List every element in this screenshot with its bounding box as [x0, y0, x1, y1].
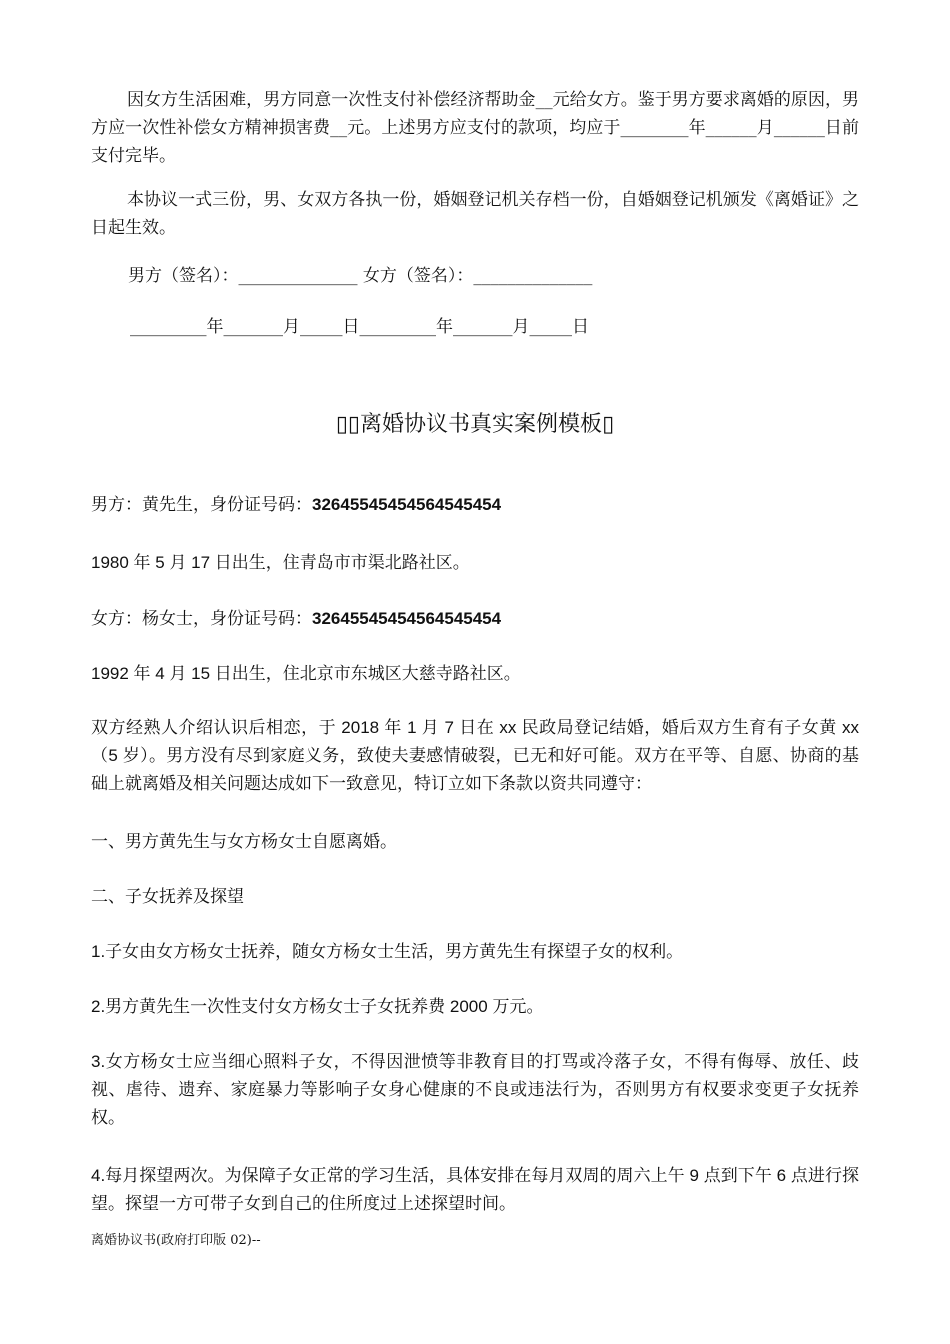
clause-2-item-1: 1.子女由女方杨女士抚养，随女方杨女士生活，男方黄先生有探望子女的权利。 — [91, 942, 684, 961]
woman-label: 女方：杨女士，身份证号码： — [91, 609, 312, 629]
paragraph-copies: 本协议一式三份，男、女双方各执一份，婚姻登记机关存档一份，自婚姻登记机颁发《离婚证》之日起生效。 — [91, 190, 859, 238]
intro-paragraph: 双方经熟人介绍认识后相恋，于 2018 年 1 月 7 日在 xx 民政局登记结婚，婚后双方生育有子女黄 xx（5 岁）。男方没有尽到家庭义务，致使夫妻感情破裂，已无和好可能。双方在平等、自愿、协商的基础上就离婚及相关问题达成如下一致意见，特订立如下条款以资共同遵守： — [91, 718, 859, 793]
paragraph-compensation: 因女方生活困难，男方同意一次性支付补偿经济帮助金__元给女方。鉴于男方要求离婚的原因，男方应一次性补偿女方精神损害费__元。上述男方应支付的款项，均应于________年______月______日前支付完毕。 — [91, 90, 859, 166]
signature-line: 男方（签名）：______________ 女方（签名）：______________ — [128, 266, 593, 286]
clause-2-item-3: 3.女方杨女士应当细心照料子女，不得因泄愤等非教育目的打骂或冷落子女，不得有侮辱、放任、歧视、虐待、遗弃、家庭暴力等影响子女身心健康的不良或违法行为，否则男方有权要求变更子女抚养权。 — [91, 1052, 859, 1127]
man-info — [91, 491, 859, 519]
woman-info — [91, 605, 859, 633]
man-birth-address: 1980 年 5 月 17 日出生，住青岛市市渠北路社区。 — [91, 553, 470, 572]
missing-glyph-icon: ▯▯ — [335, 412, 361, 437]
woman-birth-address: 1992 年 4 月 15 日出生，住北京市东城区大慈寺路社区。 — [91, 664, 521, 683]
clause-2-item-2: 2.男方黄先生一次性支付女方杨女士子女抚养费 2000 万元。 — [91, 997, 544, 1016]
clause-2-item-4: 4.每月探望两次。为保障子女正常的学习生活，具体安排在每月双周的周六上午 9 点到下午 6 点进行探望。探望一方可带子女到自己的住所度过上述探望时间。 — [91, 1166, 859, 1213]
document-title — [0, 410, 950, 440]
title-text: 离婚协议书真实案例模板 — [360, 412, 603, 437]
man-id-number: 32645545454564545454 — [312, 495, 502, 514]
missing-glyph-icon: ▯ — [602, 412, 615, 437]
date-line: _________年_______月_____日_________年_______月_____日 — [130, 317, 589, 337]
woman-id-number: 32645545454564545454 — [312, 609, 502, 628]
man-label: 男方：黄先生，身份证号码： — [91, 495, 312, 515]
clause-1: 一、男方黄先生与女方杨女士自愿离婚。 — [91, 832, 397, 852]
clause-2-heading: 二、子女抚养及探望 — [91, 887, 244, 907]
page-footer: 离婚协议书(政府打印版 02)-- — [91, 1233, 261, 1248]
